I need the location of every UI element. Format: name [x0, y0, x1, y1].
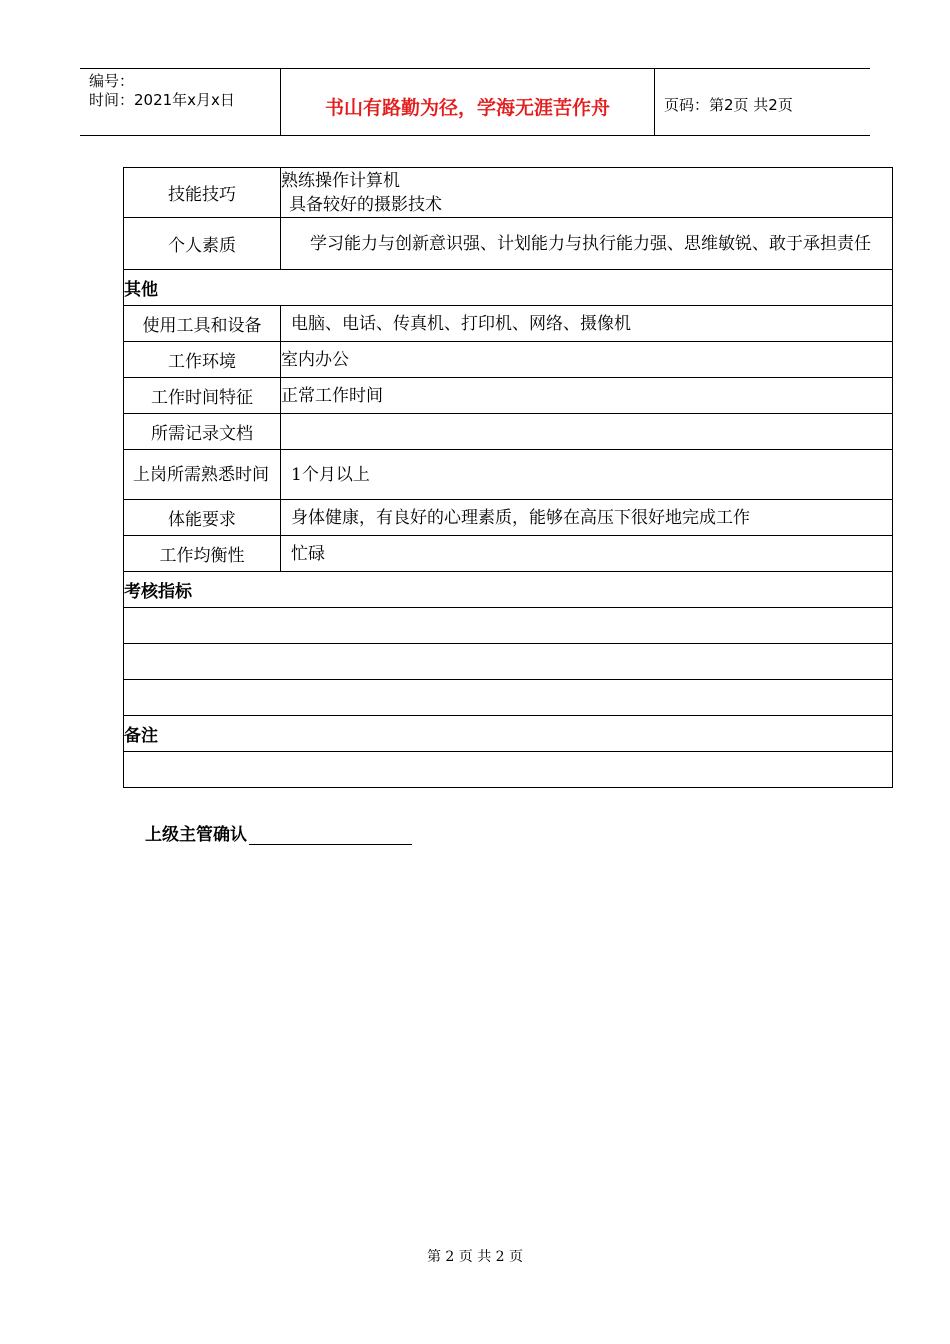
personal-quality-text: 学习能力与创新意识强、计划能力与执行能力强、思维敏锐、敢于承担责任 [310, 233, 871, 254]
table-row [124, 342, 893, 378]
skills-label: 技能技巧 [124, 168, 281, 218]
table-row [124, 306, 893, 342]
empty-row [124, 608, 893, 644]
row-value [281, 500, 893, 536]
empty-cell [124, 644, 893, 680]
page-footer: 第 2 页 共 2 页 [426, 1249, 524, 1265]
table-row-skills [124, 168, 893, 218]
document-date-label: 时间：2021年x月x日 [89, 91, 235, 109]
row-label: 工作均衡性 [124, 536, 281, 572]
empty-cell [124, 752, 893, 788]
signature-line[interactable] [249, 824, 412, 845]
empty-row [124, 680, 893, 716]
table-row [124, 414, 893, 450]
row-value: 室内办公 [281, 342, 893, 378]
row-value [281, 306, 893, 342]
row-value-text: 电脑、电话、传真机、打印机、网络、摄像机 [291, 313, 631, 334]
header-page-number: 页码：第2页 共2页 [664, 96, 793, 114]
row-value-text: 1个月以上 [291, 464, 370, 485]
personal-quality-label: 个人素质 [124, 218, 281, 270]
row-label: 体能要求 [124, 500, 281, 536]
section-heading-assessment: 考核指标 [124, 572, 893, 608]
row-label: 上岗所需熟悉时间 [124, 450, 281, 500]
row-label: 使用工具和设备 [124, 306, 281, 342]
table-row-personal [124, 218, 893, 270]
skills-line-2: 具备较好的摄影技术 [289, 194, 442, 215]
personal-quality-value [281, 218, 893, 270]
empty-row [124, 644, 893, 680]
section-row-remarks [124, 716, 893, 752]
table-row [124, 536, 893, 572]
empty-cell [124, 608, 893, 644]
supervisor-confirmation-label: 上级主管确认 [145, 825, 247, 845]
page-header [80, 68, 870, 136]
row-label: 所需记录文档 [124, 414, 281, 450]
section-row-assessment [124, 572, 893, 608]
section-heading-remarks: 备注 [124, 716, 893, 752]
row-value: 正常工作时间 [281, 378, 893, 414]
header-motto: 书山有路勤为径，学海无涯苦作舟 [281, 69, 655, 135]
row-label: 工作时间特征 [124, 378, 281, 414]
table-row [124, 450, 893, 500]
section-heading-other: 其他 [124, 270, 893, 306]
empty-cell [124, 680, 893, 716]
skills-line-1: 熟练操作计算机 [281, 170, 400, 191]
job-description-table [123, 167, 893, 788]
supervisor-confirmation [145, 820, 412, 845]
table-row [124, 378, 893, 414]
header-info-cell [80, 69, 281, 135]
skills-value [281, 168, 893, 218]
row-value-text: 身体健康，有良好的心理素质，能够在高压下很好地完成工作 [291, 507, 750, 528]
row-value [281, 450, 893, 500]
row-value [281, 414, 893, 450]
table-row [124, 500, 893, 536]
section-row-other [124, 270, 893, 306]
document-number-label: 编号： [89, 72, 135, 90]
row-label: 工作环境 [124, 342, 281, 378]
row-value-text: 忙碌 [291, 543, 325, 564]
empty-row [124, 752, 893, 788]
row-value [281, 536, 893, 572]
